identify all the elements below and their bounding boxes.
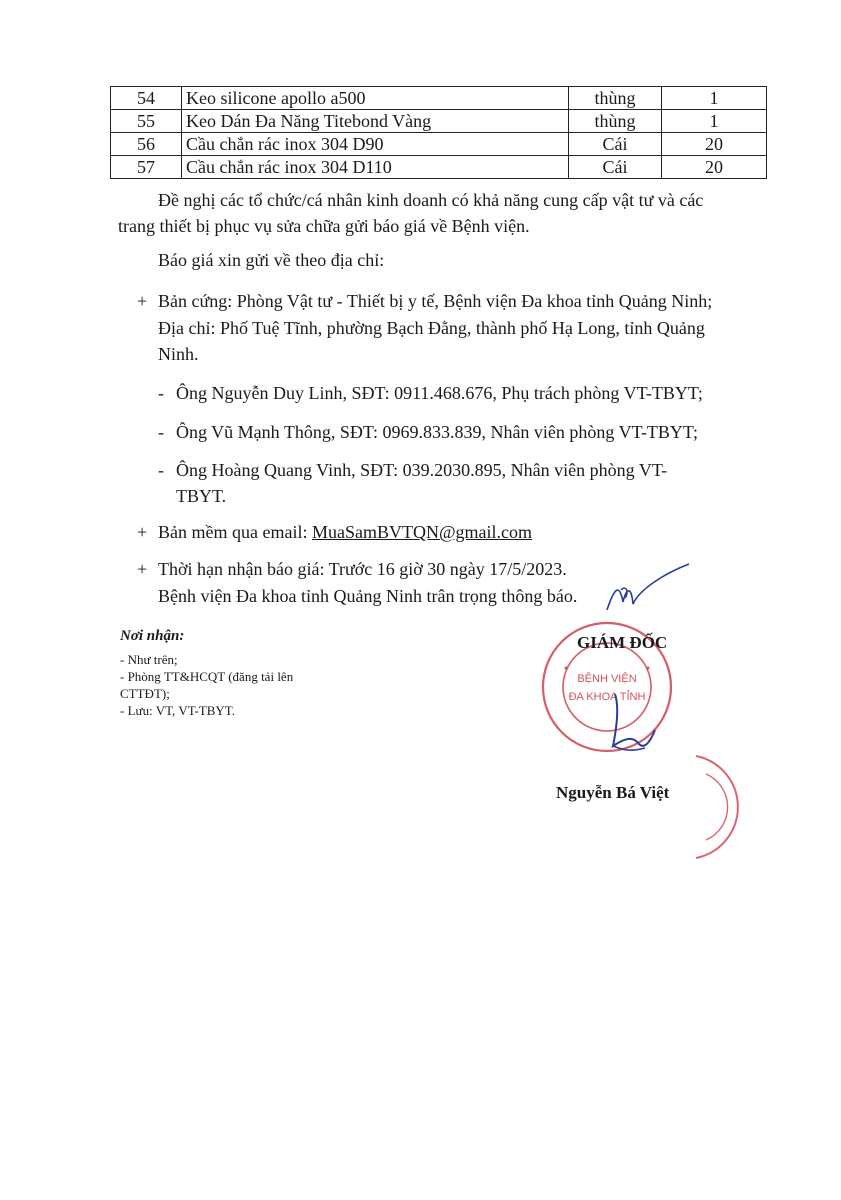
dash-bullet: - — [158, 460, 164, 480]
partial-stamp — [690, 752, 750, 862]
stamp-text-line1: BỆNH VIỆN — [577, 673, 637, 685]
table-row — [111, 110, 767, 133]
item-name: Cầu chắn rác inox 304 D90 — [182, 133, 569, 156]
signer-name: Nguyễn Bá Việt — [556, 783, 670, 802]
recipient-line: CTTĐT); — [120, 686, 170, 701]
send-to-text: Báo giá xin gửi về theo địa chỉ: — [158, 250, 385, 270]
closing-text: Bệnh viện Đa khoa tỉnh Quảng Ninh trân trọng thông báo. — [158, 586, 578, 606]
item-name: Cầu chắn rác inox 304 D110 — [182, 156, 569, 179]
recipient-line: - Lưu: VT, VT-TBYT. — [120, 703, 236, 718]
item-unit: thùng — [569, 110, 662, 133]
dash-bullet: - — [158, 422, 164, 442]
recipient-line: - Phòng TT&HCQT (đăng tải lên — [120, 669, 294, 684]
item-number: 56 — [111, 133, 182, 156]
item-unit: thùng — [569, 87, 662, 110]
email-link[interactable]: MuaSamBVTQN@gmail.com — [311, 522, 533, 542]
contact-3-line1: Ông Hoàng Quang Vinh, SĐT: 039.2030.895, Nhân viên phòng VT- — [176, 460, 668, 480]
address-line2: Ninh. — [158, 344, 199, 364]
plus-bullet: + — [137, 291, 148, 311]
director-signature — [605, 686, 675, 756]
dash-bullet: - — [158, 383, 164, 403]
item-unit: Cái — [569, 133, 662, 156]
item-quantity: 1 — [662, 110, 767, 133]
contact-1: Ông Nguyễn Duy Linh, SĐT: 0911.468.676, Phụ trách phòng VT-TBYT; — [176, 383, 703, 403]
contact-3-line2: TBYT. — [176, 486, 227, 506]
table-row — [111, 133, 767, 156]
item-number: 55 — [111, 110, 182, 133]
request-text-line2: trang thiết bị phục vụ sửa chữa gửi báo giá về Bệnh viện. — [118, 216, 530, 236]
item-quantity: 20 — [662, 156, 767, 179]
hardcopy-text: Bản cứng: Phòng Vật tư - Thiết bị y tế, Bệnh viện Đa khoa tỉnh Quảng Ninh; — [158, 291, 713, 311]
item-quantity: 20 — [662, 133, 767, 156]
recipients-title: Nơi nhận: — [120, 628, 185, 644]
item-name: Keo Dán Đa Năng Titebond Vàng — [182, 110, 569, 133]
items-table — [110, 86, 767, 179]
plus-bullet: + — [137, 522, 148, 542]
table-row — [111, 87, 767, 110]
item-number: 57 — [111, 156, 182, 179]
table-row — [111, 156, 767, 179]
softcopy-label: Bản mềm qua email: — [158, 522, 312, 542]
initial-signature — [603, 562, 693, 617]
deadline-text: Thời hạn nhận báo giá: Trước 16 giờ 30 ngày 17/5/2023. — [158, 559, 567, 579]
item-unit: Cái — [569, 156, 662, 179]
item-number: 54 — [111, 87, 182, 110]
director-title: GIÁM ĐỐC — [577, 633, 668, 652]
contact-2: Ông Vũ Mạnh Thông, SĐT: 0969.833.839, Nhân viên phòng VT-TBYT; — [176, 422, 698, 442]
softcopy-line — [158, 519, 532, 545]
item-name: Keo silicone apollo a500 — [182, 87, 569, 110]
request-text-line1: Đề nghị các tổ chức/cá nhân kinh doanh có khả năng cung cấp vật tư và các — [158, 190, 704, 210]
address-line1: Địa chỉ: Phố Tuệ Tĩnh, phường Bạch Đằng, thành phố Hạ Long, tỉnh Quảng — [158, 318, 705, 338]
plus-bullet: + — [137, 559, 148, 579]
stamp-text-line2: ĐA KHOA TỈNH — [568, 691, 646, 703]
item-quantity: 1 — [662, 87, 767, 110]
recipient-line: - Như trên; — [120, 652, 178, 667]
